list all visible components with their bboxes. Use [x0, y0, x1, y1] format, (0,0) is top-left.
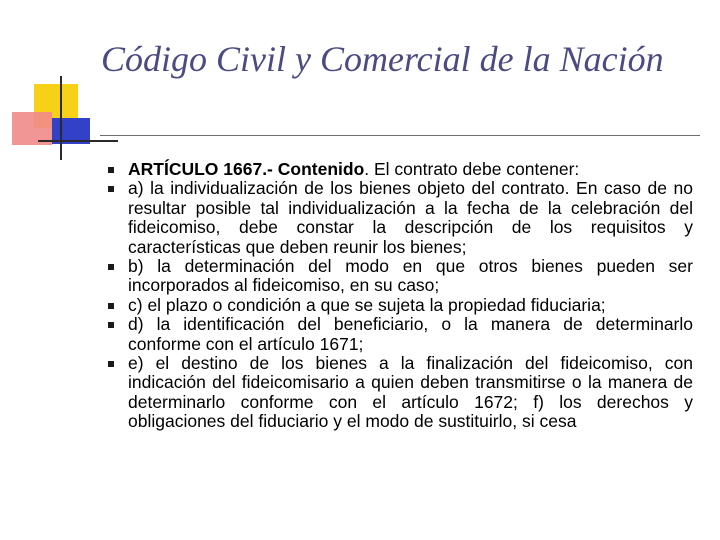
list-item-text: e) el destino de los bienes a la finalización del fideicomiso, con indicación del fideicomisario a quien deben transmitirse o la manera de determinarlo conforme con el artículo 1672; f) los derechos y obligaciones del fiduciario y el modo de sustituirlo, si cesa — [128, 353, 693, 432]
article-intro: . El contrato debe contener: — [364, 159, 580, 179]
list-item — [106, 179, 693, 257]
list-item-text: c) el plazo o condición a que se sujeta la propiedad fiduciaria; — [128, 294, 606, 315]
list-item-text: b) la determinación del modo en que otros bienes pueden ser incorporados al fideicomiso, en su caso; — [128, 256, 693, 296]
bullet-square-icon — [108, 303, 114, 309]
decor-vertical-line — [60, 76, 62, 160]
bullet-square-icon — [108, 361, 114, 367]
bullet-square-icon — [108, 186, 114, 192]
list-item — [106, 354, 693, 432]
list-item — [106, 257, 693, 296]
list-item — [106, 296, 693, 315]
list-item-text: a) la individualización de los bienes objeto del contrato. En caso de no resultar posible tal individualización a la fecha de la celebración del fideicomiso, debe constar la descripción de los requisitos y características que deben reunir los bienes; — [128, 178, 693, 257]
slide-title: Código Civil y Comercial de la Nación — [101, 39, 664, 79]
list-item — [106, 315, 693, 354]
bullet-square-icon — [108, 322, 114, 328]
bullet-square-icon — [108, 167, 114, 173]
bullet-square-icon — [108, 264, 114, 270]
bullet-list — [106, 160, 693, 432]
title-underline — [100, 135, 700, 136]
list-item-text: d) la identificación del beneficiario, o la manera de determinarlo conforme con el artículo 1671; — [128, 314, 693, 354]
article-heading: ARTÍCULO 1667.- Contenido — [128, 159, 365, 179]
decor-horizontal-line — [38, 140, 118, 142]
list-item — [106, 160, 693, 179]
